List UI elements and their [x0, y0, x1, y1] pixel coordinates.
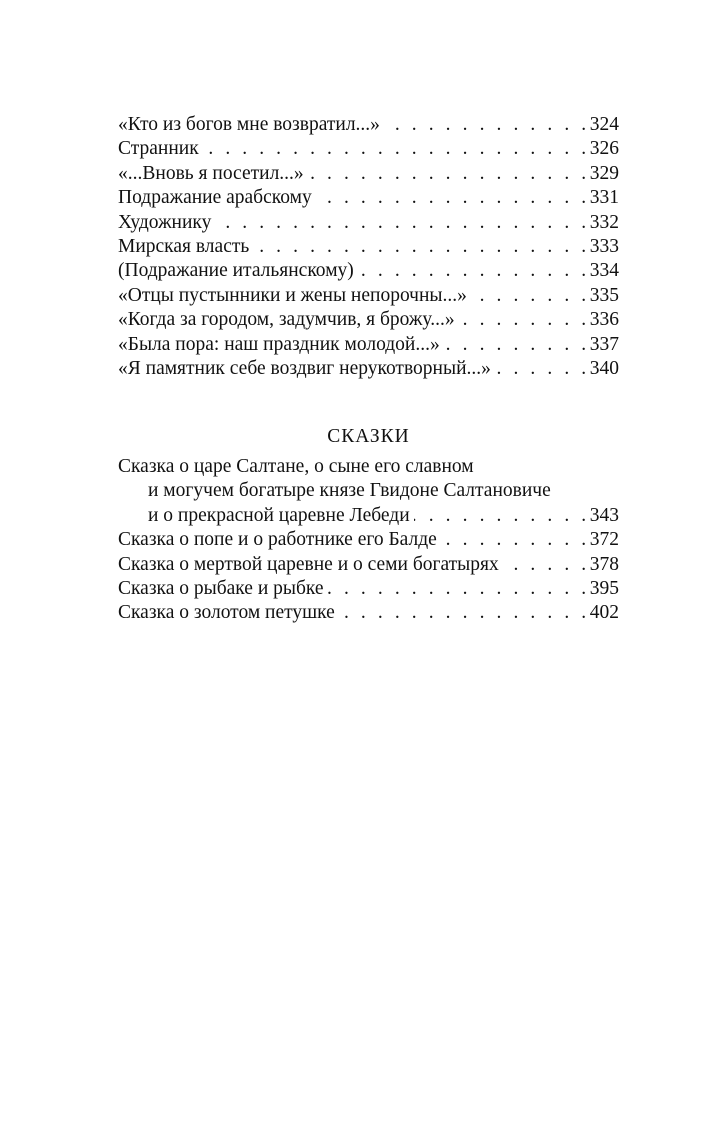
- toc-entry-title: «Я памятник себе воздвиг нерукотворный...»: [118, 357, 491, 379]
- toc-entry: [118, 504, 619, 528]
- toc-entry-page: 329: [589, 162, 619, 184]
- toc-entry-page: 326: [589, 138, 619, 160]
- toc-entry-title: Странник: [118, 138, 199, 160]
- toc-entry-page: 378: [589, 553, 619, 575]
- dot-leader: [471, 284, 590, 308]
- toc-entry-page: 332: [589, 211, 619, 233]
- toc-entry-page: 333: [589, 235, 619, 257]
- toc-entry-page: 402: [589, 602, 619, 624]
- toc-entry: [118, 601, 619, 625]
- dot-leader: [444, 333, 590, 357]
- toc-entry: [118, 553, 619, 577]
- contents-list-poems: [118, 113, 619, 381]
- dot-leader: [503, 553, 590, 577]
- toc-entry: [118, 235, 619, 259]
- toc-entry-page: 324: [589, 114, 619, 135]
- toc-entry: [118, 577, 619, 601]
- toc-entry: [118, 137, 619, 161]
- dot-leader: [253, 235, 589, 259]
- toc-entry-title: Сказка о попе и о работнике его Балде: [118, 529, 437, 551]
- dot-leader: [384, 113, 590, 137]
- dot-leader: [339, 601, 590, 625]
- toc-entry-title: «Когда за городом, задумчив, я брожу...»: [118, 309, 455, 331]
- toc-entry: [118, 308, 619, 332]
- dot-leader: [495, 357, 590, 381]
- toc-entry-title: Сказка о рыбаке и рыбке: [118, 577, 324, 599]
- toc-entry: [118, 528, 619, 552]
- toc-entry: [118, 259, 619, 283]
- toc-entry-title: «Была пора: наш праздник молодой...»: [118, 333, 440, 355]
- toc-entry-page: 331: [589, 187, 619, 209]
- toc-entry: [118, 162, 619, 186]
- toc-entry-page: 372: [589, 529, 619, 551]
- toc-entry-title: Подражание арабскому: [118, 187, 312, 209]
- section-title: СКАЗКИ: [327, 426, 410, 447]
- dot-leader: [414, 504, 590, 528]
- dot-leader: [328, 577, 590, 601]
- toc-entry-page: 334: [589, 260, 619, 282]
- dot-leader: [203, 137, 590, 161]
- toc-entry: [118, 113, 619, 137]
- toc-entry-page: 336: [589, 309, 619, 331]
- toc-entry-title: Сказка о золотом петушке: [118, 602, 335, 624]
- toc-entry-title: «...Вновь я посетил...»: [118, 162, 304, 184]
- toc-entry-page: 340: [589, 357, 619, 379]
- dot-leader: [441, 528, 590, 552]
- toc-entry-title: и о прекрасной царевне Лебеди: [148, 504, 410, 526]
- toc-entry-title: Художнику: [118, 211, 212, 233]
- toc-entry-title-line: и могучем богатыре князе Гвидоне Салтановиче: [148, 480, 551, 502]
- toc-entry-title-line: Сказка о царе Салтане, о сыне его славном: [118, 456, 474, 477]
- toc-entry-page: 343: [589, 504, 619, 526]
- toc-entry-title: (Подражание итальянскому): [118, 260, 354, 282]
- contents-list-tales: [118, 455, 619, 626]
- dot-leader: [459, 308, 590, 332]
- toc-entry-title: Сказка о мертвой царевне и о семи богатырях: [118, 553, 499, 575]
- toc-entry-page: 335: [589, 284, 619, 306]
- toc-entry-page: 395: [589, 577, 619, 599]
- toc-entry: [118, 211, 619, 235]
- toc-entry-page: 337: [589, 333, 619, 355]
- toc-entry-title: «Кто из богов мне возвратил...»: [118, 114, 380, 135]
- toc-entry-title: Мирская власть: [118, 235, 250, 257]
- dot-leader: [358, 259, 590, 283]
- toc-entry-title: «Отцы пустынники и жены непорочны...»: [118, 284, 467, 306]
- toc-entry: [118, 284, 619, 308]
- dot-leader: [308, 162, 590, 186]
- dot-leader: [215, 211, 589, 235]
- toc-entry: [118, 333, 619, 357]
- toc-entry: [118, 186, 619, 210]
- dot-leader: [316, 186, 590, 210]
- toc-entry: [118, 357, 619, 381]
